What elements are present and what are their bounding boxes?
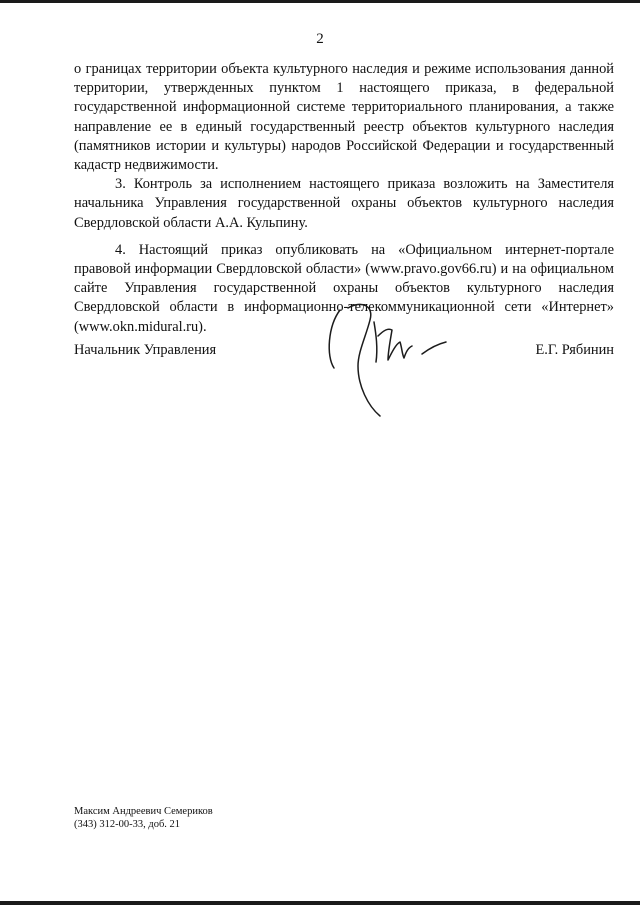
executor-phone: (343) 312-00-33, доб. 21 xyxy=(74,819,181,830)
scan-edge-bottom xyxy=(0,901,640,905)
signatory-position: Начальник Управления xyxy=(74,342,217,358)
page-number: 2 xyxy=(316,31,324,47)
handwritten-signature xyxy=(318,286,458,424)
signatory-name: Е.Г. Рябинин xyxy=(535,342,614,358)
executor-name: Максим Андреевич Семериков xyxy=(74,806,213,817)
paragraph-item-3: 3. Контроль за исполнением настоящего приказа возложить на Заместителя начальника Управления государственной охраны объектов культурного наследия Свердловской области А.А. Кульпину. xyxy=(74,176,614,231)
scan-edge-top xyxy=(0,0,640,3)
paragraph-continuation: о границах территории объекта культурного наследия и режиме использования данной территории, утвержденных пунктом 1 настоящего приказа, в федеральной государственной информационной системе территориального планирования, а также направление ее в единый государственный реестр объектов культурного наследия (памятников истории и культуры) народов Российской Федерации и государственный кадастр недвижимости. xyxy=(74,61,614,174)
paragraph-item-4: 4. Настоящий приказ опубликовать на «Официальном интернет-портале правовой информации Свердловской области» (www.pravo.gov66.ru) и на официальном сайте Управления государственной охраны объектов культурного наследия Свердловской области в информационно-телекоммуникационной сети «Интернет» (www.okn.midural.ru). xyxy=(74,241,614,335)
executor-contact xyxy=(74,805,213,831)
